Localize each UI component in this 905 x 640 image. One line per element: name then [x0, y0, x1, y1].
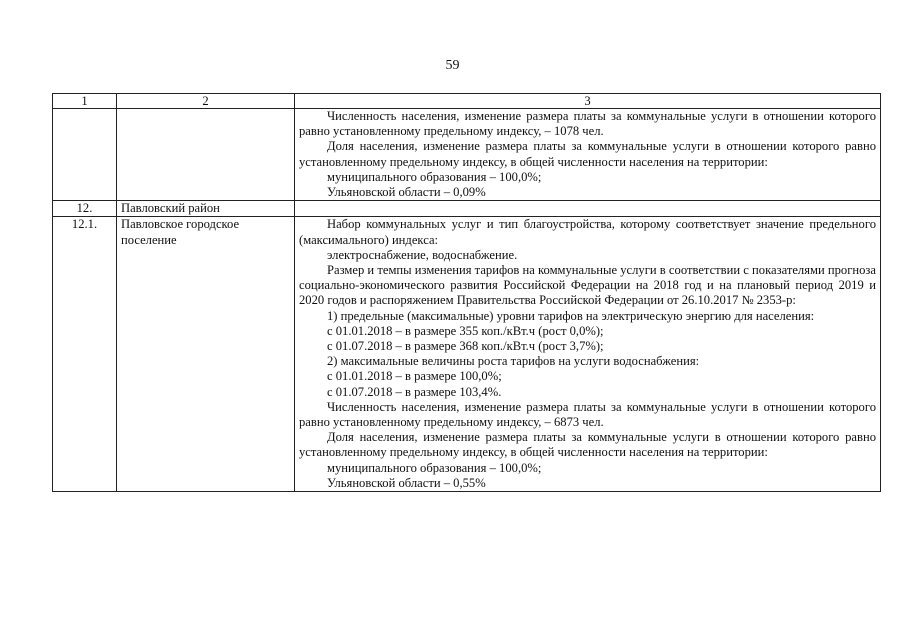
paragraph: с 01.07.2018 – в размере 368 коп./кВт.ч (рост 3,7%);	[327, 339, 604, 354]
paragraph: Размер и темпы изменения тарифов на коммунальные услуги в соответствии с показателями прогноза социально-экономического развития Российской Федерации на 2018 год и на плановый период 2019 и 2020 годов и распоряжением Правительства Российской Федерации от 26.10.2017 № 2353-р:	[299, 263, 876, 308]
paragraph: Ульяновской области – 0,55%	[327, 475, 486, 490]
table-row	[53, 109, 881, 201]
row-name-cell: Павловское городское поселение	[117, 217, 295, 492]
paragraph: 2) максимальные величины роста тарифов на услуги водоснабжения:	[327, 354, 700, 369]
row-number-cell	[53, 109, 117, 201]
header-cell-1: 1	[53, 94, 117, 109]
row-name-cell: Павловский район	[117, 201, 295, 217]
paragraph: с 01.01.2018 – в размере 355 коп./кВт.ч (рост 0,0%);	[327, 323, 604, 338]
paragraph: 1) предельные (максимальные) уровни тарифов на электрическую энергию для населения:	[327, 308, 815, 323]
paragraph: с 01.01.2018 – в размере 100,0%;	[327, 369, 502, 384]
row-text-cell	[295, 109, 881, 201]
page-number: 59	[445, 58, 460, 73]
paragraph: Доля населения, изменение размера платы за коммунальные услуги в отношении которого равно установленному предельному индексу, в общей численности населения на территории:	[299, 139, 876, 169]
row-number-cell: 12.	[53, 201, 117, 217]
paragraph: Численность населения, изменение размера платы за коммунальные услуги в отношении которого равно установленному предельному индексу, – 6873 чел.	[299, 399, 876, 430]
row-text-cell	[295, 201, 881, 217]
table-row	[53, 217, 881, 492]
header-cell-2: 2	[117, 94, 295, 109]
paragraph: Набор коммунальных услуг и тип благоустройства, которому соответствует значение предельного (максимального) индекса:	[299, 217, 876, 247]
paragraph: с 01.07.2018 – в размере 103,4%.	[327, 384, 502, 399]
tariff-table	[52, 93, 881, 492]
paragraph: муниципального образования – 100,0%;	[327, 460, 542, 475]
header-cell-3: 3	[295, 94, 881, 109]
paragraph: электроснабжение, водоснабжение.	[327, 247, 518, 262]
table-row	[53, 201, 881, 217]
paragraph: Ульяновской области – 0,09%	[327, 185, 486, 200]
paragraph: Доля населения, изменение размера платы за коммунальные услуги в отношении которого равно установленному предельному индексу, в общей численности населения на территории:	[299, 430, 876, 460]
table-header-row	[53, 94, 881, 109]
row-text-cell	[295, 217, 881, 492]
row-name-cell	[117, 109, 295, 201]
paragraph: Численность населения, изменение размера платы за коммунальные услуги в отношении которого равно установленному предельному индексу, – 1078 чел.	[299, 109, 876, 139]
paragraph: муниципального образования – 100,0%;	[327, 169, 542, 184]
row-number-cell: 12.1.	[53, 217, 117, 492]
